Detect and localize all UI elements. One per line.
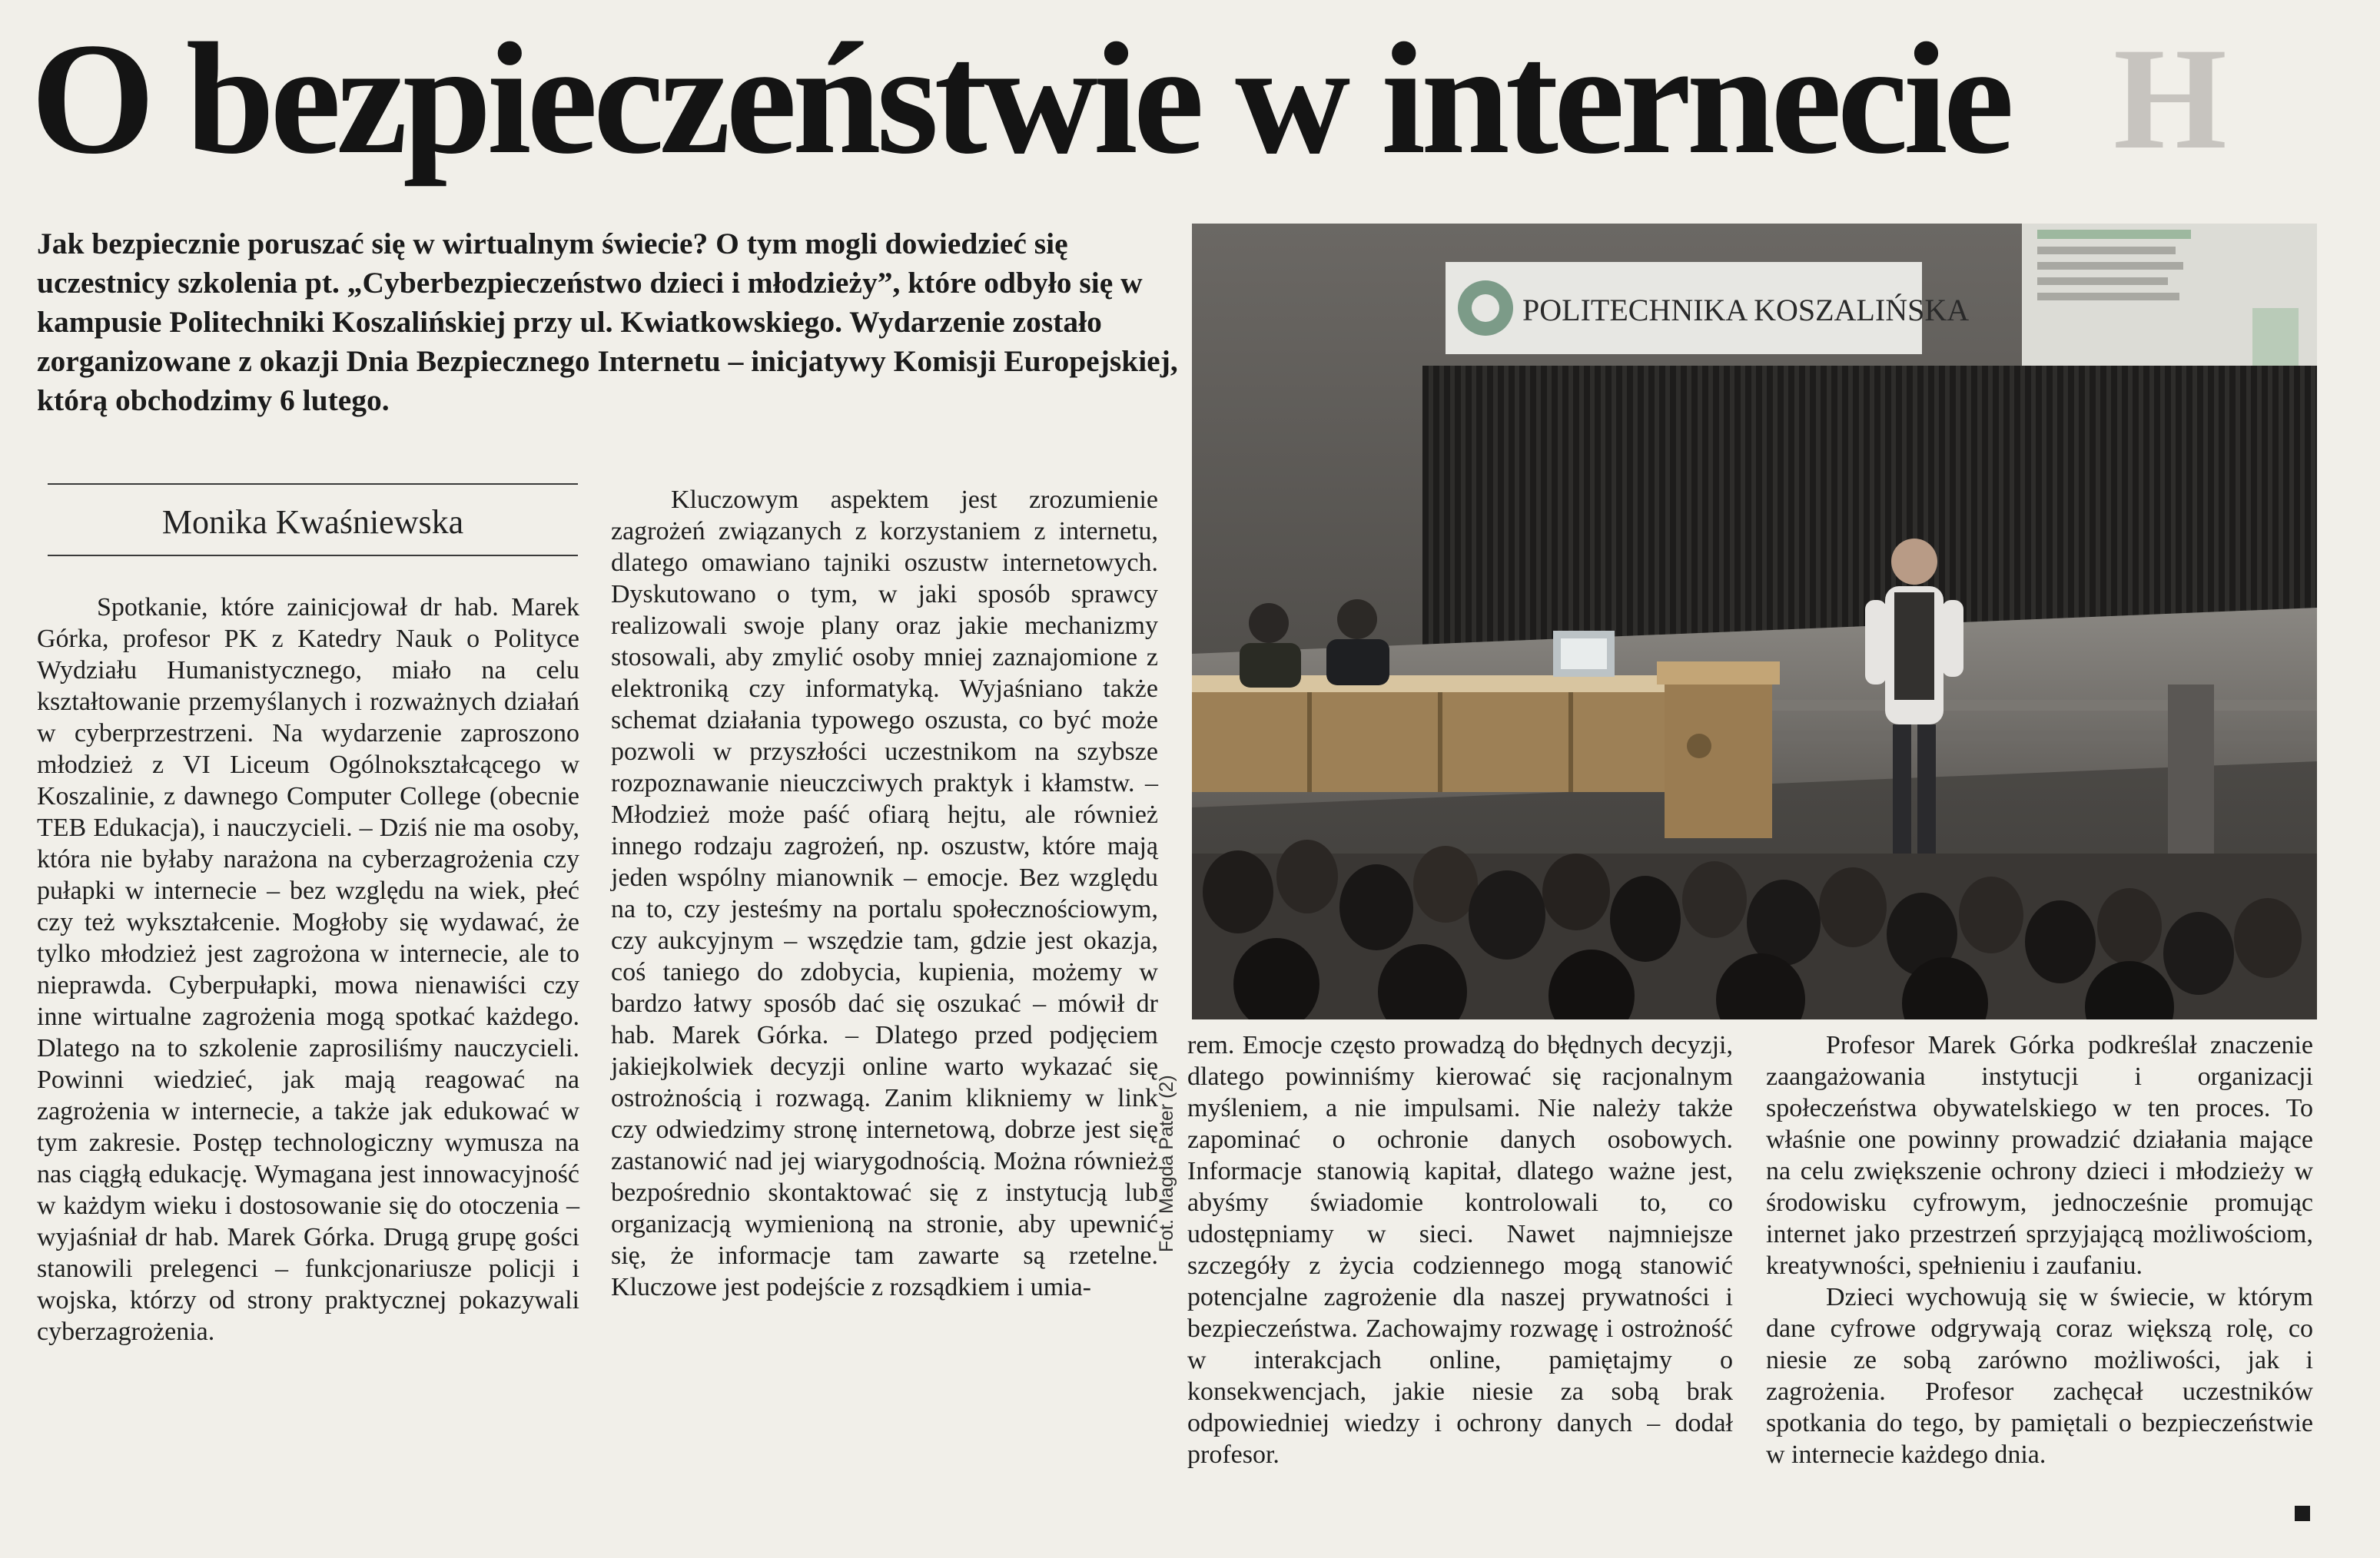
column-1-paragraph: Spotkanie, które zainicjował dr hab. Marek Górka, profesor PK z Katedry Nauk o Polityce Wydziału Humanistycznego, miało na celu kształtowanie przemyślanych i rozważnych działań w cyberprzestrzeni. Na wydarzenie zaproszono młodzież z VI Liceum Ogólnokształcącego w Koszalinie, z dawnego Computer College (obecnie TEB Edukacja), i nauczycieli. – Dziś nie ma osoby, która nie byłaby narażona na cyberzagrożenia czy pułapki w internecie – bez względu na wiek, płeć czy też wykształcenie. Mogłoby się wydawać, że tylko młodzież jest zagrożona w internecie, ale to nieprawda. Cyberpułapki, mowa nienawiści czy inne wirtualne zagrożenia mogą spotkać każdego. Dlatego na to szkolenie zaprosiliśmy nauczycieli. Powinni wiedzieć, jak mają reagować na zagrożenia w internecie, a także jak edukować w tym zakresie. Postęp technologiczny wymusza na nas ciągłą edukację. Wymagana jest innowacyjność w każdym wieku i dostosowanie się do otoczenia – wyjaśniał dr hab. Marek Górka. Drugą grupę gości stanowili prelegenci – funkcjonariusze policji i wojska, którzy od strony praktycznej pokazywali cyberzagrożenia. (37, 593, 579, 1346)
column-4-paragraph-1: Profesor Marek Górka podkreślał znaczenie zaangażowania instytucji i organizacji społeczeństwa obywatelskiego w ten proces. To właśnie one powinny prowadzić działania mające na celu zwiększenie ochrony dzieci i młodzieży w środowisku cyfrowym, jednocześnie promując internet jako przestrzeń sprzyjającą możliwościom, kreatywności, spełnieniu i zaufaniu. (1766, 1031, 2313, 1280)
event-photo (1192, 224, 2317, 1019)
column-4-paragraph-2: Dzieci wychowują się w świecie, w którym dane cyfrowe odgrywają coraz większą rolę, co niesie ze sobą zarówno możliwości, jak i zagrożenia. Profesor zachęcał uczestników spotkania do tego, by pamiętali o bezpieczeństwie w internecie każdego dnia. (1766, 1283, 2313, 1469)
article-column-3 (1187, 1029, 1733, 1470)
article-column-2 (611, 484, 1158, 1303)
lead-paragraph: Jak bezpiecznie poruszać się w wirtualnym świecie? O tym mogli dowiedzieć się uczestnicy szkolenia pt. „Cyberbezpieczeństwo dzieci i młodzieży”, które odbyło się w kampusie Politechniki Koszalińskiej przy ul. Kwiatkowskiego. Wydarzenie zostało zorganizowane z okazji Dnia Bezpiecznego Internetu – inicjatywy Komisji Europejskiej, którą obchodzimy 6 lutego. (37, 227, 1178, 417)
author-rule-top (48, 483, 578, 485)
banner-text: POLITECHNIKA KOSZALIŃSKA (1522, 293, 1970, 327)
photo-credit (1151, 1022, 1188, 1252)
adjacent-headline-fragment: H (2113, 18, 2224, 180)
author-byline: Monika Kwaśniewska (161, 503, 464, 541)
column-3-paragraph: rem. Emocje często prowadzą do błędnych decyzji, dlatego powinniśmy kierować się racjonalnym myśleniem, a nie impulsami. Nie należy także zapominać o ochronie danych osobowych. Informacje stanowią kapitał, dlatego ważne jest, abyśmy świadomie kontrolowali to, co udostępniamy w sieci. Nawet najmniejsze szczegóły z życia codziennego mogą stanowić potencjalne zagrożenie dla naszej prywatności i bezpieczeństwa. Zachowajmy rozwagę i ostrożność w interakcjach online, pamiętajmy o konsekwencjach, jakie niesie za sobą brak odpowiedniej wiedzy i ochrony danych – dodał profesor. (1187, 1031, 1733, 1469)
article-column-4 (1766, 1029, 2313, 1470)
author-rule-bottom (48, 555, 578, 556)
headline: O bezpieczeństwie w internecie (31, 10, 2010, 187)
article-end-square (2295, 1506, 2310, 1521)
article-column-1 (37, 592, 579, 1348)
photo-credit-text: Fot. Magda Pater (2) (1156, 1075, 1177, 1252)
column-2-paragraph: Kluczowym aspektem jest zrozumienie zagrożeń związanych z korzystaniem z internetu, dlatego omawiano tajniki oszustw internetowych. Dyskutowano o tym, w jaki sposób sprawcy realizowali swoje plany oraz jakie mechanizmy stosowali, aby zmylić osoby mniej zaznajomione z elektroniką czy informatyką. Wyjaśniano także schemat działania typowego oszusta, co być może pozwoli w przyszłości uczestnikom na szybsze rozpoznawanie nieuczciwych praktyk i kłamstw. – Młodzież może paść ofiarą hejtu, ale również innego rodzaju zagrożeń, np. oszustw, które mają jeden wspólny mianownik – emocje. Bez względu na to, czy jesteśmy na portalu społecznościowym, czy aukcyjnym – wszędzie tam, gdzie jest okazja, coś taniego do zdobycia, kupienia, możemy w bardzo łatwy sposób dać się oszukać – mówił dr hab. Marek Górka. – Dlatego przed podjęciem jakiejkolwiek decyzji online warto wykazać się ostrożnością i rozwagą. Zanim klikniemy w link czy odwiedzimy stronę internetową, dobrze jest się zastanowić nad jej wiarygodnością. Można również bezpośrednio skontaktować się z instytucją lub organizacją wymienioną na stronie, aby upewnić się, że informacje tam zawarte są rzetelne. Kluczowe jest podejście z rozsądkiem i umia- (611, 486, 1158, 1301)
